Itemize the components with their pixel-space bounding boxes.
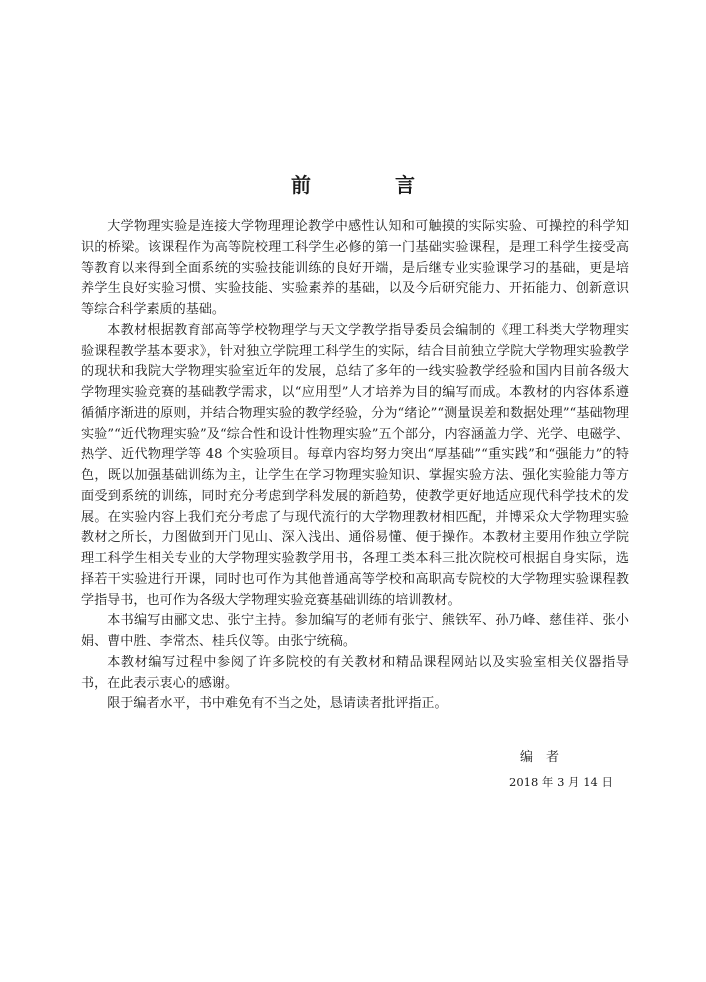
preface-body	[81, 217, 629, 715]
paragraph-thanks: 本教材编写过程中参阅了许多院校的有关教材和精品课程网站以及实验室相关仪器指导书，在此表示衷心的感谢。	[81, 654, 629, 691]
paragraph-content: 本教材根据教育部高等学校物理学与天文学教学指导委员会编制的《理工科类大学物理实验课程教学基本要求》，针对独立学院理工科学生的实际，结合目前独立学院大学物理实验教学的现状和我院大学物理实验室近年的发展，总结了多年的一线实验教学经验和国内目前各级大学物理实验竞赛的基础教学需求，以“应用型”人才培养为目的编写而成。本教材的内容体系遵循循序渐进的原则，并结合物理实验的教学经验，分为“绪论”“测量误差和数据处理”“基础物理实验”“近代物理实验”及“综合性和设计性物理实验”五个部分，内容涵盖力学、光学、电磁学、热学、近代物理学等 48 个实验项目。每章内容均努力突出“厚基础”“重实践”和“强能力”的特色，既以加强基础训练为主，让学生在学习物理实验知识、掌握实验方法、强化实验能力等方面受到系统的训练，同时充分考虑到学科发展的新趋势，使教学更好地适应现代科学技术的发展。在实验内容上我们充分考虑了与现代流行的大学物理教材相匹配，并博采众大学物理实验教材之所长，力图做到开门见山、深入浅出、通俗易懂、便于操作。本教材主要用作独立学院理工科学生相关专业的大学物理实验教学用书，各理工类本科三批次院校可根据自身实际，选择若干实验进行开课，同时也可作为其他普通高等学校和高职高专院校的大学物理实验课程教学指导书，也可作为各级大学物理实验竞赛基础训练的培训教材。	[81, 322, 629, 608]
editor-signature: 编者	[520, 750, 573, 765]
paragraph-authors: 本书编写由郦文忠、张宁主持。参加编写的老师有张宁、熊铁军、孙乃峰、慈佳祥、张小娟、曹中胜、李常杰、桂兵仪等。由张宁统稿。	[81, 613, 629, 649]
preface-date: 2018 年 3 月 14 日	[509, 775, 613, 789]
page-title: 前 言	[291, 173, 447, 197]
paragraph-intro: 大学物理实验是连接大学物理理论教学中感性认知和可触摸的实际实验、可操控的科学知识的桥梁。该课程作为高等院校理工科学生必修的第一门基础实验课程，是理工科学生接受高等教育以来得到全面系统的实验技能训练的良好开端，是后继专业实验课学习的基础，更是培养学生良好实验习惯、实验技能、实验素养的基础，以及今后研究能力、开拓能力、创新意识等综合科学素质的基础。	[81, 219, 629, 317]
paragraph-disclaimer: 限于编者水平，书中难免有不当之处，恳请读者批评指正。	[107, 696, 448, 712]
